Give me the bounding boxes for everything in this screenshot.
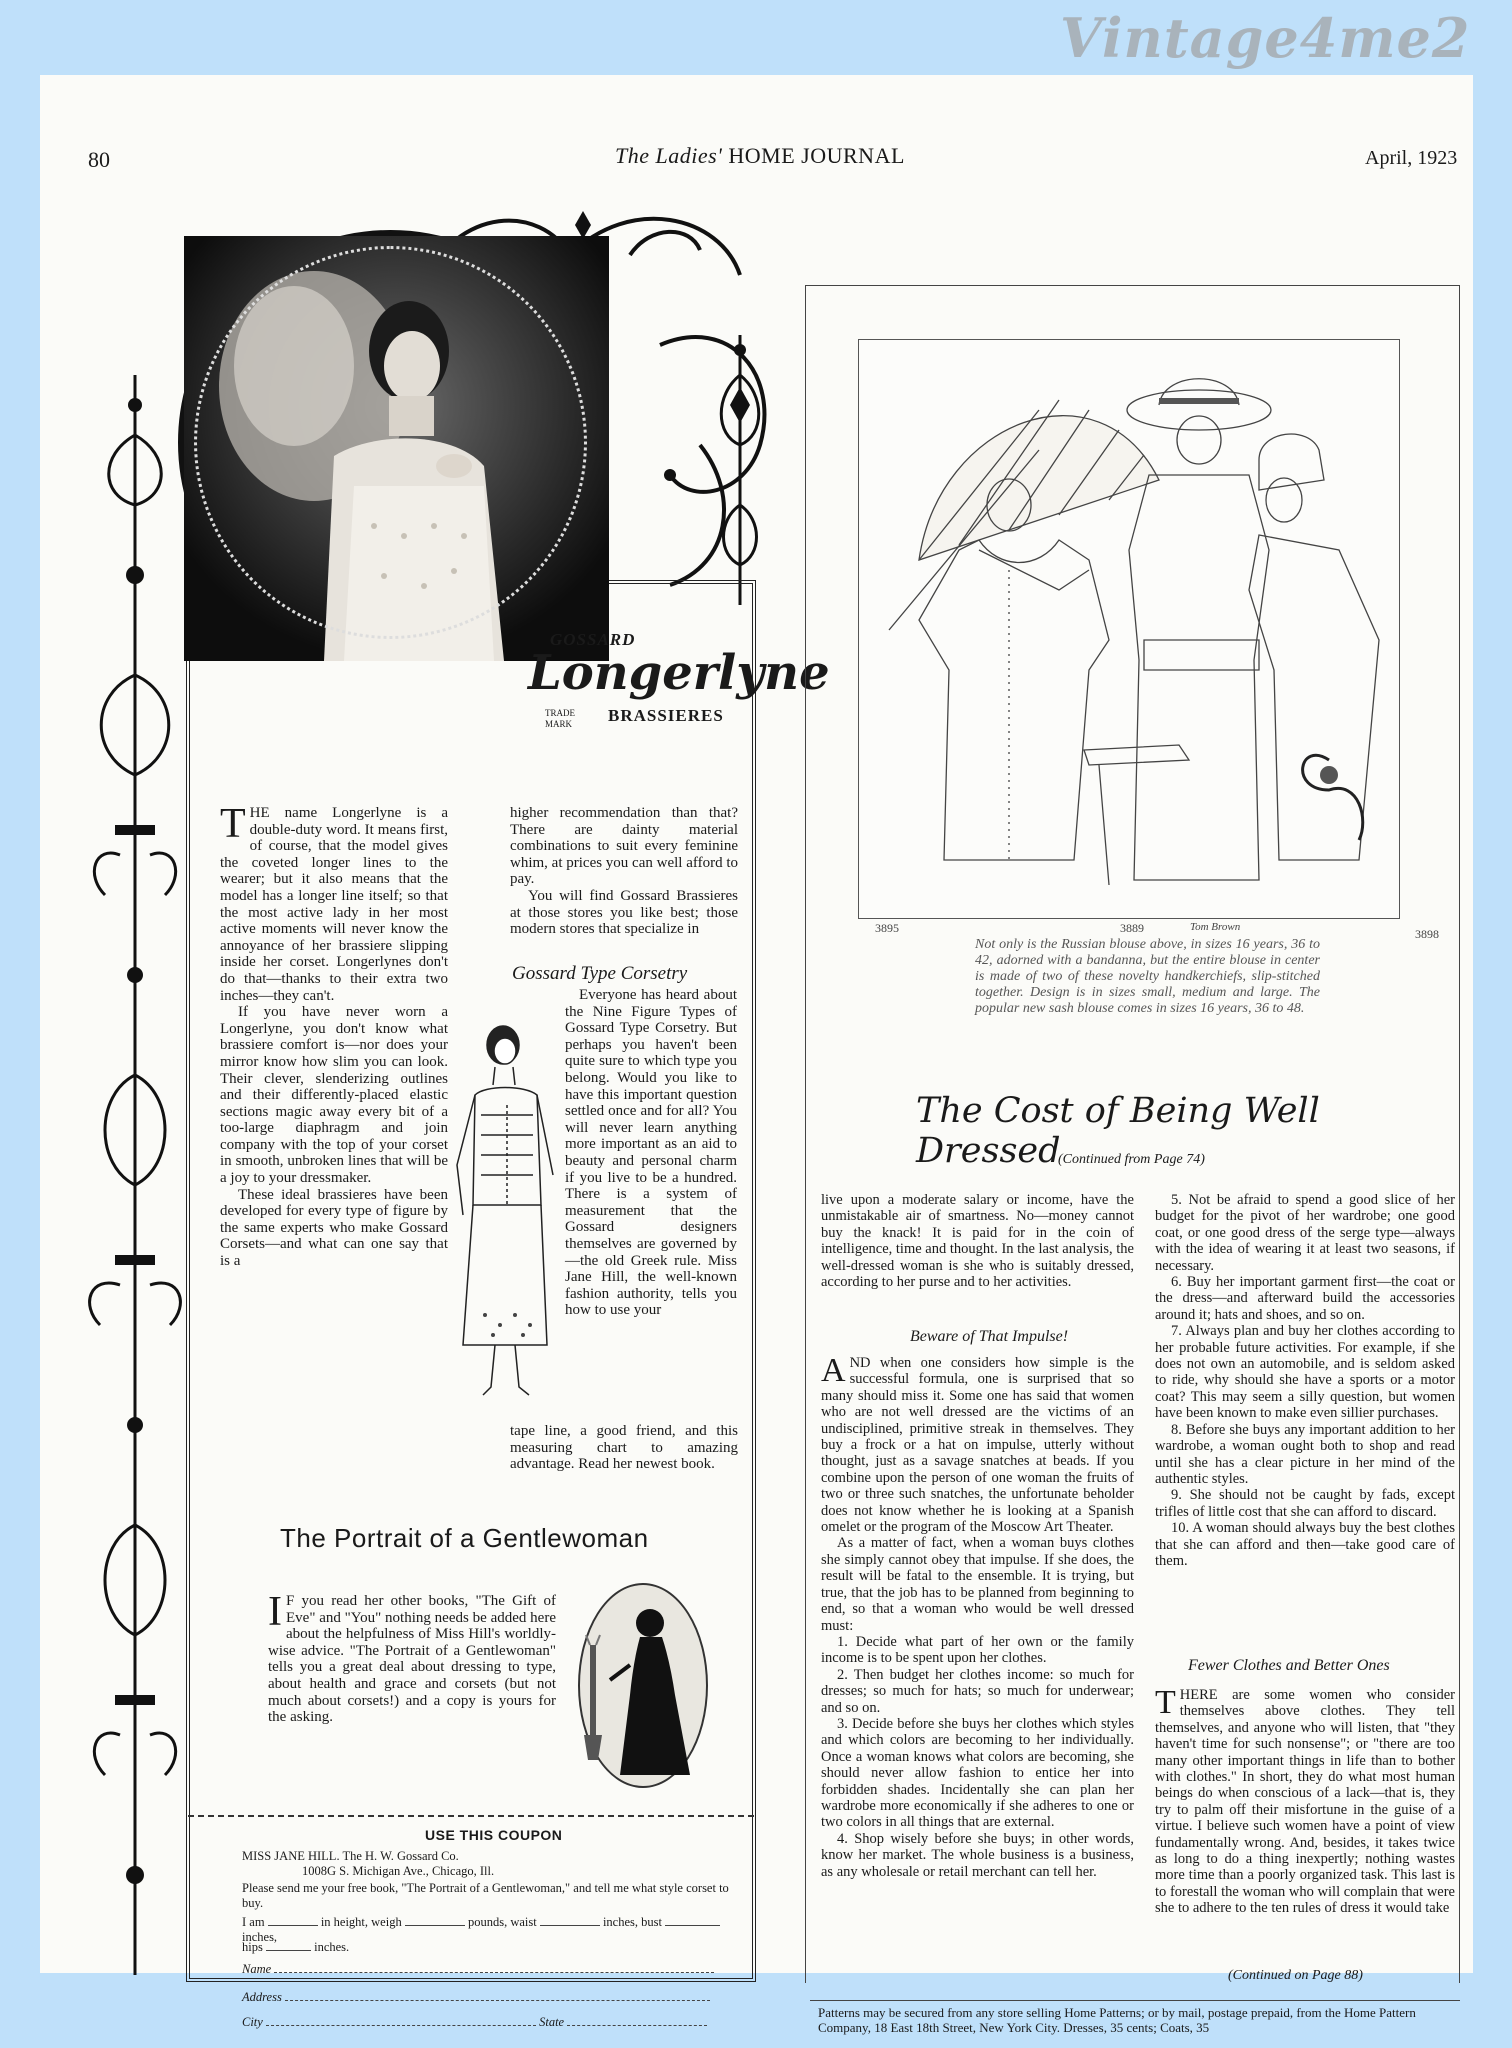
pattern-number-right: 3898	[1415, 927, 1439, 941]
article-column-2-bottom	[1155, 1684, 1455, 1917]
ad-column-4	[510, 1423, 738, 1473]
pattern-number-left: 3895	[875, 921, 899, 935]
label-inches-end: inches.	[314, 1940, 350, 1954]
brand-bottom: BRASSIERES	[608, 706, 724, 725]
book-title: The Portrait of a Gentlewoman	[280, 1523, 649, 1553]
brand-logo	[528, 630, 830, 729]
article-column-1	[821, 1352, 1134, 1880]
dropcap: T	[220, 801, 246, 847]
continued-on: (Continued on Page 88)	[1228, 1968, 1363, 1983]
ad-paragraph: These ideal brassieres have been developed for every type of figure by the same experts who make Gossard Corsets—and what can one say that is a	[220, 1186, 448, 1270]
rule-1: 1. Decide what part of her own or the family income is to be spent upon her clothes.	[821, 1633, 1134, 1667]
trademark-label: TRADE MARK	[545, 708, 575, 729]
brand-top: GOSSARD	[550, 630, 636, 649]
three-women-sketch-icon	[859, 340, 1401, 920]
label-i-am: I am	[242, 1915, 265, 1929]
article-subheading-fewer: Fewer Clothes and Better Ones	[1188, 1657, 1390, 1674]
journal-script: The Ladies'	[615, 143, 723, 168]
pattern-footer: Patterns may be secured from any store selling Home Patterns; or by mail, postage prepaid, from the Home Pattern Company, 18 East 18th Street, New York City. Dresses, 35 cents; Coats, 35	[818, 2005, 1416, 2035]
magazine-page	[40, 75, 1473, 2035]
footer-divider	[810, 2000, 1460, 2001]
coupon-address	[242, 1849, 494, 1878]
rule-10: 10. A woman should always buy the best clothes that she can afford and then—take good care of them.	[1155, 1520, 1455, 1569]
ad-paragraph: higher recommendation than that? There are dainty material combinations to suit every feminine whim, at prices you can well afford to pay.	[510, 805, 738, 888]
ad-paragraph: If you have never worn a Longerlyne, you don't know what brassiere comfort is—nor does your mirror know how slim you can look. Their clever, slenderizing outlines and their differently-placed elastic sections magic away every bit of a too-large diaphragm and join company with the top of your corset in smooth, unbroken lines that will be a joy to your dressmaker.	[220, 1004, 448, 1187]
article-paragraph: HERE are some women who consider themselves above clothes. They tell themselves, and anyone who will listen, that "they haven't time for such nonsense"; or "there are too many other important things in life than to bother with clothes." In short, they do what most human beings do when conscious of a lack—that is, they try to palm off their misfortune in the guise of a virtue. I believe such women have a point of view fundamentally wrong. And, besides, it takes twice as long to do a thing inexpertly; nothing wastes more time than a poorly organized task. This last is to forestall the woman who will complain that were she to adhere to the ten rules of dress it would take	[1155, 1687, 1455, 1917]
issue-date: April, 1923	[1365, 147, 1458, 169]
ad-paragraph: HE name Longerlyne is a double-duty word. It means first, of course, that the model gives the coveted longer lines to the wearer; but it also means that the model has a longer line itself; so that the most active lady in her most active moments will never know the annoyance of her brassiere slipping inside her corset. Longerlynes don't do that—thanks to their extra two inches—they can't.	[220, 805, 448, 1004]
label-inches-bust: inches, bust	[602, 1915, 662, 1929]
ad-paragraph: Everyone has heard about the Nine Figure Types of Gossard Type Corsetry. But perhaps you haven't been quite sure to which type you belong. Would you like to have this important question settled once and for all? You will never learn anything more important as an aid to beauty and personal charm if you live to be a hundred. There is a system of measurement that the Gossard designers themselves are governed by—the old Greek rule. Miss Jane Hill, the well-known fashion authority, tells you how to use your	[565, 987, 737, 1319]
gentlewoman-silhouette	[578, 1583, 708, 1788]
dropcap: I	[268, 1589, 282, 1635]
coupon-hips-row	[242, 1940, 349, 1955]
ad-column-3	[565, 987, 737, 1319]
ad-paragraph: F you read her other books, "The Gift of Eve" and "You" nothing needs be added here about the helpfulness of Miss Hill's worldly-wise advice. "The Portrait of a Gentlewoman" tells you a great deal about dressing to type, about health and grace and corsets (but not much about corsets!) and a copy is yours for the asking.	[268, 1593, 556, 1726]
page-number: 80	[88, 147, 110, 172]
address-field[interactable]	[285, 1990, 710, 2001]
coupon-address-line: 1008G S. Michigan Ave., Chicago, Ill.	[302, 1863, 495, 1878]
label-state: State	[539, 2015, 565, 2029]
coupon-request: Please send me your free book, "The Portrait of a Gentlewoman," and tell me what style corset to buy.	[242, 1881, 729, 1910]
waist-field[interactable]	[540, 1915, 600, 1926]
label-address: Address	[242, 1990, 282, 2004]
rule-9: 9. She should not be caught by fads, except trifles of little cost that she can afford to discard.	[1155, 1487, 1455, 1520]
ornament-left-icon	[80, 375, 190, 1975]
silhouette-icon	[580, 1585, 710, 1790]
article-paragraph: live upon a moderate salary or income, have the unmistakable air of smartness. No—money cannot buy the knack! It is paid for in the coin of intelligence, time and thought. In the last analysis, the well-dressed woman is she who is suitably dressed, according to her purse and to her activities.	[821, 1192, 1134, 1291]
artist-signature: Tom Brown	[1190, 921, 1241, 933]
label-name: Name	[242, 1962, 272, 1976]
coupon-address-row	[242, 1990, 710, 2005]
fashion-illustration	[858, 339, 1400, 919]
hips-field[interactable]	[266, 1940, 311, 1951]
city-field[interactable]	[266, 2015, 536, 2026]
dropcap: A	[821, 1352, 846, 1389]
weight-field[interactable]	[405, 1915, 465, 1926]
article-subheading-beware: Beware of That Impulse!	[910, 1328, 1069, 1345]
ad-column-1	[220, 801, 448, 1270]
rule-7: 7. Always plan and buy her clothes according to her probable future activities. For example, if she does not own an automobile, and is seldom asked to ride, why should she have a sports or a motor coat? This may seem a silly question, but women have been known to make even sillier purchases.	[1155, 1323, 1455, 1422]
dropcap: T	[1155, 1684, 1176, 1721]
coupon-address-line: MISS JANE HILL. The H. W. Gossard Co.	[242, 1849, 459, 1863]
rule-2: 2. Then budget her clothes income: so much for dresses; so much for hats; so much for underwear; and so on.	[821, 1666, 1134, 1716]
coupon-city-row	[242, 2015, 707, 2030]
continued-from: (Continued from Page 74)	[1058, 1152, 1205, 1167]
rule-6: 6. Buy her important garment first—the coat or the dress—and afterward build the accessories around it; hats and shoes, and so on.	[1155, 1274, 1455, 1323]
name-field[interactable]	[274, 1962, 714, 1973]
ad-subheading: Gossard Type Corsetry	[512, 963, 688, 984]
article-paragraph: ND when one considers how simple is the successful formula, one is surprised that so many should miss it. Some one has said that women who are not well dressed are the victims of an undisciplined, primitive streak in themselves. They buy a frock or a hat on impulse, utterly without thought, just as a savage snatches at beads. If you combine upon the person of one woman the fruits of two or three such snatches, the unfortunate beholder does not know whether he is looking at a Spanish omelet or the program of the Moscow Art Theater.	[821, 1355, 1134, 1536]
rule-8: 8. Before she buys any important addition to her wardrobe, a woman ought both to shop and read until she has a clear picture in her mind of the authentic styles.	[1155, 1421, 1455, 1487]
coupon-name-row	[242, 1962, 714, 1977]
label-height: in height, weigh	[320, 1915, 402, 1929]
label-city: City	[242, 2015, 263, 2029]
coupon-divider	[188, 1815, 754, 1817]
article-title: The Cost of Being Well Dressed	[916, 1091, 1320, 1171]
ad-column-2	[510, 805, 738, 938]
pattern-number-mid: 3889	[1120, 921, 1144, 935]
article-column-2	[1155, 1192, 1455, 1569]
corset-lady-sketch-icon	[445, 1015, 565, 1405]
label-hips: hips	[242, 1940, 263, 1954]
article-column-1-top	[821, 1192, 1134, 1290]
state-field[interactable]	[567, 2015, 707, 2026]
label-inches: inches,	[242, 1929, 278, 1944]
brand-name: Longerlyne	[528, 645, 830, 701]
rule-3: 3. Decide before she buys her clothes which styles and which colors are becoming to her individually. Once a woman knows what colors are becoming, she should never allow fashion to entice her into forbidden shades. Incidentally she can plan her wardrobe more economically if she adheres to one or two colors in all things that are external.	[821, 1715, 1134, 1831]
watermark: Vintage4me2	[1060, 6, 1471, 70]
ad-column-5	[268, 1589, 556, 1726]
rule-4: 4. Shop wisely before she buys; in other words, know her market. The whole business is a business, as any wholesale or retail merchant can tell her.	[821, 1830, 1134, 1880]
ad-paragraph: tape line, a good friend, and this measuring chart to amazing advantage. Read her newest book.	[510, 1423, 738, 1473]
article-paragraph: As a matter of fact, when a woman buys clothes she simply cannot obey that impulse. If she does, the result will be fatal to the ensemble. It is trying, but true, that the job has to be planned from beginning to end, so that a woman who would be well dressed must:	[821, 1535, 1134, 1634]
rule-5: 5. Not be afraid to spend a good slice of her budget for the pivot of her wardrobe; one good coat, or one good dress of the serge type—always with the idea of wearing it at least two seasons, if necessary.	[1155, 1192, 1455, 1274]
ad-paragraph: You will find Gossard Brassieres at those stores you like best; those modern stores that specialize in	[510, 887, 738, 938]
height-field[interactable]	[268, 1915, 318, 1926]
label-pounds-waist: pounds, waist	[467, 1915, 537, 1929]
portrait-photo	[178, 230, 603, 655]
illustration-caption: Not only is the Russian blouse above, in sizes 16 years, 36 to 42, adorned with a bandanna, but the entire blouse in center is made of two of these novelty handkerchiefs, slip-stitched together. Design is in sizes small, medium and large. The popular new sash blouse comes in sizes 16 years, 36 to 48.	[975, 937, 1320, 1016]
ornament-right-post-icon	[710, 335, 770, 605]
coupon-title: USE THIS COUPON	[425, 1827, 563, 1843]
journal-caps: HOME JOURNAL	[728, 143, 905, 168]
bust-field[interactable]	[665, 1915, 720, 1926]
journal-title	[615, 143, 905, 169]
